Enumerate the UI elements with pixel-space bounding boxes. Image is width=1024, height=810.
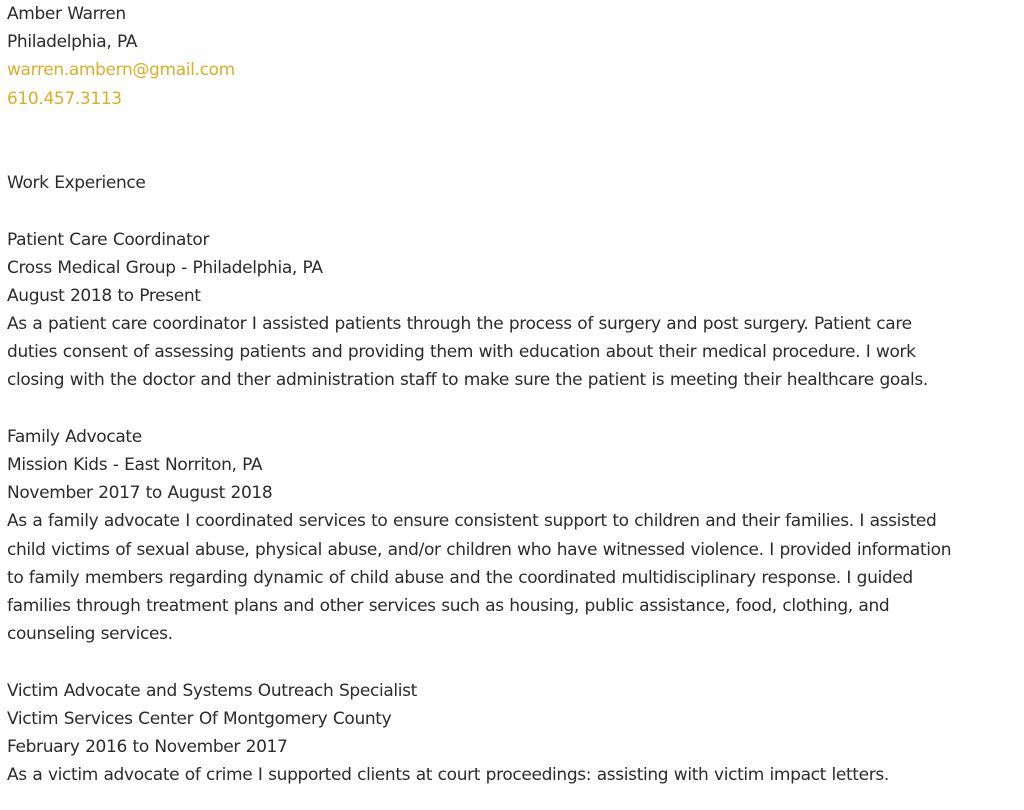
job-description-line: to family members regarding dynamic of child abuse and the coordinated multidisciplinary response. I guided xyxy=(7,567,913,588)
contact-email-link[interactable]: warren.ambern@gmail.com xyxy=(7,60,235,81)
job-employer: Mission Kids - East Norriton, PA xyxy=(7,455,263,476)
job-entry xyxy=(7,423,1019,677)
job-employer: Victim Services Center Of Montgomery County xyxy=(7,708,392,729)
job-employer: Cross Medical Group - Philadelphia, PA xyxy=(7,257,323,278)
job-title: Victim Advocate and Systems Outreach Specialist xyxy=(7,680,417,701)
job-dates: February 2016 to November 2017 xyxy=(7,736,288,757)
job-description-line: counseling services. xyxy=(7,624,173,645)
contact-phone-link[interactable]: 610.457.3113 xyxy=(7,88,122,109)
job-dates: August 2018 to Present xyxy=(7,285,201,306)
spacer xyxy=(7,197,1019,225)
contact-name: Amber Warren xyxy=(7,4,126,24)
job-description-line: As a family advocate I coordinated services to ensure consistent support to children and their families. I assisted xyxy=(7,511,937,532)
resume-document xyxy=(7,0,1019,789)
spacer xyxy=(7,648,1019,676)
job-description-line: families through treatment plans and other services such as housing, public assistance, food, clothing, and xyxy=(7,595,890,616)
job-description xyxy=(7,761,1019,789)
section-title-work-experience: Work Experience xyxy=(7,173,146,194)
contact-location: Philadelphia, PA xyxy=(7,32,138,53)
job-description-line: child victims of sexual abuse, physical abuse, and/or children who have witnessed violence. I provided information xyxy=(7,539,952,560)
job-description-line: duties consent of assessing patients and providing them with education about their medical procedure. I work xyxy=(7,342,916,363)
job-entry xyxy=(7,677,1019,790)
job-description-line: As a victim advocate of crime I supported clients at court proceedings: assisting with victim impact letters. xyxy=(7,765,889,786)
job-title: Family Advocate xyxy=(7,426,142,447)
job-description-line: closing with the doctor and ther administration staff to make sure the patient is meeting their healthcare goals. xyxy=(7,370,928,391)
spacer xyxy=(7,113,1019,169)
job-dates: November 2017 to August 2018 xyxy=(7,483,273,504)
job-description xyxy=(7,507,1019,648)
job-description xyxy=(7,310,1019,395)
job-list xyxy=(7,226,1019,790)
spacer xyxy=(7,395,1019,423)
job-entry xyxy=(7,226,1019,423)
job-title: Patient Care Coordinator xyxy=(7,229,210,250)
job-description-line: As a patient care coordinator I assisted patients through the process of surgery and post surgery. Patient care xyxy=(7,314,912,335)
